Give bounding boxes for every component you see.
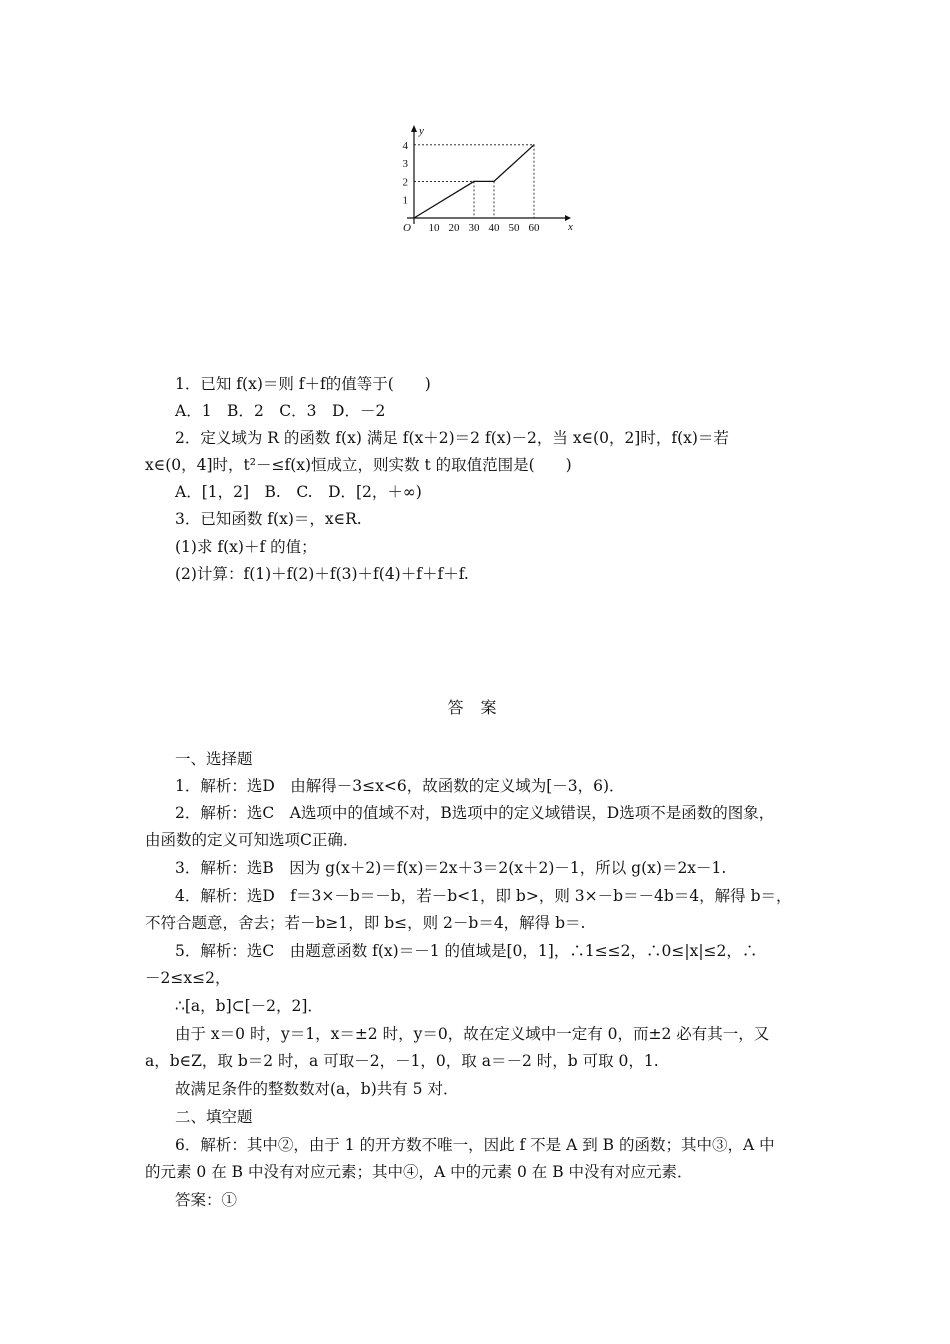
y-tick-label: 3 [402, 158, 408, 171]
answer-2: 2．解析：选C A选项中的值域不对，B选项中的定义域错误，D选项不是函数的图象， [175, 804, 775, 822]
x-tick-label: 50 [508, 222, 520, 234]
y-tick-label: 4 [402, 139, 408, 152]
y-axis-label: y [419, 125, 424, 137]
answer-3: 3．解析：选B 因为 g(x＋2)＝f(x)＝2x＋3＝2(x＋2)－1，所以 g(x)＝2x－1. [175, 859, 727, 877]
answer-2-cont: 由函数的定义可知选项C正确． [145, 831, 359, 849]
x-tick-label: 10 [428, 222, 440, 234]
answer-5: 5．解析：选C 由题意函数 f(x)＝－1 的值域是[0，1]，∴1≤≤2，∴0≤|x|≤2，∴ [175, 942, 758, 960]
x-tick-label: 40 [488, 222, 500, 234]
question-2-options: A．[1，2] B. C. D．[2，＋∞) [175, 483, 422, 501]
origin-label: O [403, 222, 411, 234]
answer-5-explain: 由于 x＝0 时，y＝1，x＝±2 时，y＝0，故在定义域中一定有 0，而±2 必有其一，又 [175, 1025, 770, 1043]
answer-5-explain-cont: a，b∈Z，取 b＝2 时，a 可取－2，－1，0，取 a＝－2 时，b 可取 0，1. [145, 1052, 659, 1070]
answer-title: 答 案 [447, 698, 503, 717]
function-graph [395, 120, 575, 235]
section-heading-fill: 二、填空题 [175, 1108, 253, 1126]
answer-6-result: 答案：① [175, 1191, 238, 1209]
x-tick-label: 20 [448, 222, 460, 234]
y-tick-label: 1 [402, 194, 408, 207]
x-tick-label: 30 [468, 222, 480, 234]
answer-5-subset: ∴[a，b]⊂[－2，2]． [175, 997, 323, 1015]
tick-labels [403, 140, 541, 234]
y-tick-label: 2 [402, 176, 408, 189]
x-tick-label: 60 [528, 222, 540, 234]
axes [403, 125, 573, 234]
question-2: 2．定义域为 R 的函数 f(x) 满足 f(x＋2)＝2 f(x)－2，当 x∈(0，2]时，f(x)＝若 [175, 429, 729, 447]
question-1-options: A．1 B．2 C．3 D．－2 [175, 402, 386, 420]
section-heading-choice: 一、选择题 [175, 750, 253, 768]
graph-point [533, 144, 534, 145]
question-3: 3．已知函数 f(x)＝，x∈R. [175, 510, 362, 528]
question-2-cont: x∈(0，4]时，t²－≤f(x)恒成立，则实数 t 的取值范围是( ) [145, 456, 572, 474]
graph-point [413, 217, 414, 218]
answer-5-conclusion: 故满足条件的整数数对(a，b)共有 5 对． [175, 1080, 459, 1098]
question-1: 1．已知 f(x)＝则 f＋f的值等于( ) [175, 375, 431, 393]
answer-6: 6．解析：其中②，由于 1 的开方数不唯一，因此 f 不是 A 到 B 的函数；其中③，A 中 [175, 1136, 775, 1154]
question-3-part-1: (1)求 f(x)＋f 的值； [175, 538, 317, 556]
graph-point [473, 181, 474, 182]
x-axis-label: x [568, 221, 573, 233]
answer-6-cont: 的元素 0 在 B 中没有对应元素；其中④，A 中的元素 0 在 B 中没有对应元素． [145, 1163, 693, 1181]
answer-4-cont: 不符合题意，舍去；若－b≥1，即 b≤，则 2－b＝4，解得 b＝. [145, 914, 586, 932]
answer-4: 4．解析：选D f＝3×－b＝－b，若－b<1，即 b>，则 3×－b＝－4b＝4，解得 b＝， [175, 887, 792, 905]
question-3-part-2: (2)计算：f(1)＋f(2)＋f(3)＋f(4)＋f＋f＋f. [175, 565, 469, 583]
y-axis-arrow [411, 125, 417, 132]
answer-1: 1．解析：选D 由解得－3≤x<6，故函数的定义域为[－3，6)． [175, 777, 625, 795]
answer-5-cont: －2≤x≤2， [145, 969, 231, 987]
graph-point [493, 181, 494, 182]
